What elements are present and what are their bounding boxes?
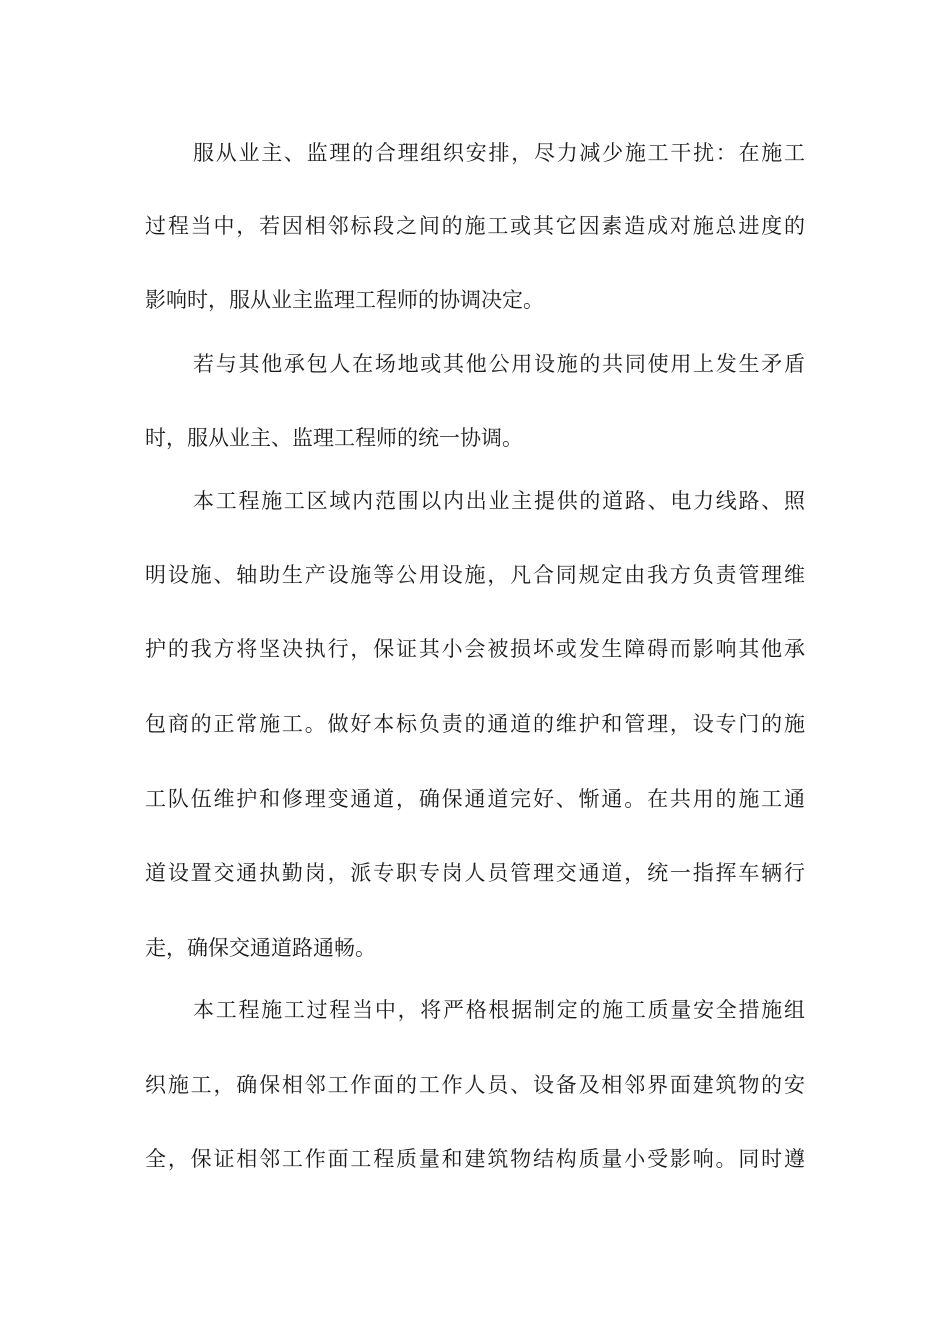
paragraph-3-line-7: 走，确保交通道路通畅。 [145, 936, 376, 960]
paragraph-4-line-1: 本工程施工过程当中，将严格根据制定的施工质量安全措施组 [193, 998, 805, 1022]
paragraph-1-line-2: 过程当中，若因相邻标段之间的施工或其它因素造成对施总进度的 [145, 214, 805, 238]
paragraph-3-line-4: 包商的正常施工。做好本标负责的通道的维护和管理，设专门的施 [145, 712, 805, 736]
paragraph-4-line-2: 织施工，确保相邻工作面的工作人员、设备及相邻界面建筑物的安 [145, 1073, 805, 1097]
paragraph-4-line-3: 全，保证相邻工作面工程质量和建筑物结构质量小受影响。同时遵 [145, 1147, 805, 1171]
paragraph-3-line-6: 道设置交通执勤岗，派专职专岗人员管理交通道，统一指挥车辆行 [145, 861, 805, 885]
paragraph-2-line-1: 若与其他承包人在场地或其他公用设施的共同使用上发生矛盾 [193, 352, 805, 376]
paragraph-3-line-5: 工队伍维护和修理变通道，确保通道完好、惭通。在共用的施工通 [145, 787, 805, 811]
paragraph-3-line-2: 明设施、轴助生产设施等公用设施，凡合同规定由我方负责管理维 [145, 563, 805, 587]
paragraph-1-line-3: 影响时，服从业主监理工程师的协调决定。 [145, 288, 544, 312]
paragraph-2-line-2: 时，服从业主、监理工程师的统一协调。 [145, 426, 523, 450]
paragraph-3-line-1: 本工程施工区域内范围以内出业主提供的道路、电力线路、照 [193, 489, 805, 513]
paragraph-3-line-3: 护的我方将坚决执行，保证其小会被损坏或发生障碍而影响其他承 [145, 637, 805, 661]
paragraph-1-line-1: 服从业主、监理的合理组织安排，尽力减少施工干扰：在施工 [193, 141, 805, 165]
